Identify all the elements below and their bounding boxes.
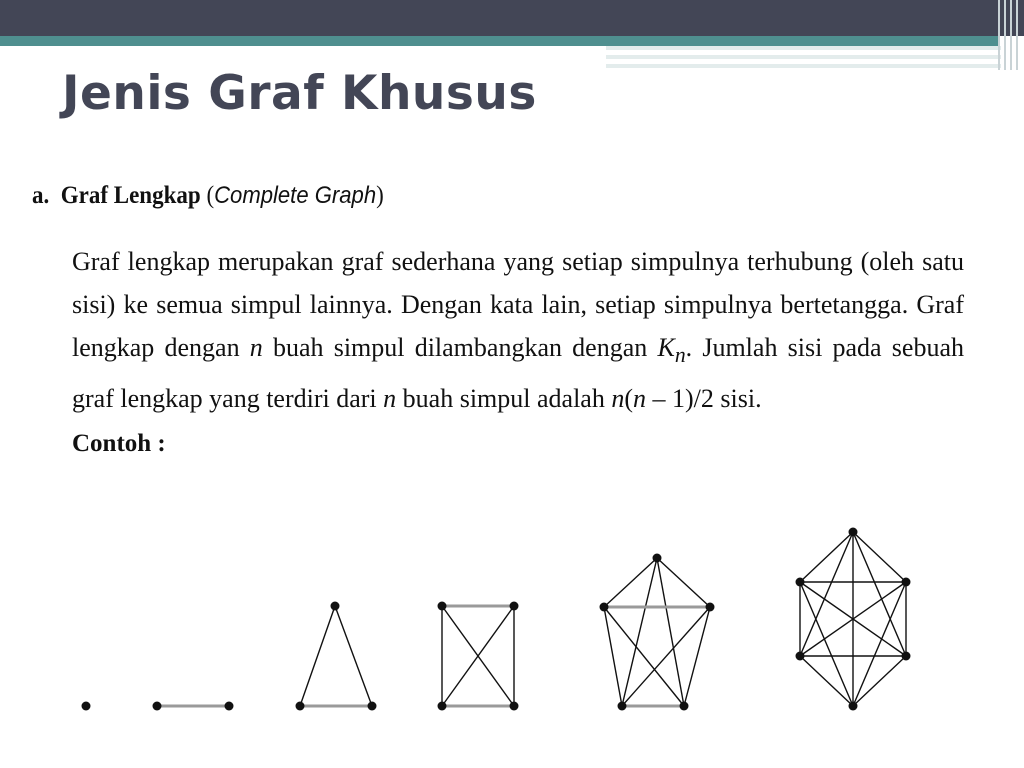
graph-vertex <box>438 702 447 711</box>
graph-vertex <box>331 602 340 611</box>
graph-vertex <box>653 554 662 563</box>
graph-edge <box>657 558 684 706</box>
math-n-subscript: n <box>674 343 686 368</box>
graph-vertex <box>796 652 805 661</box>
graph-edge <box>604 558 657 607</box>
graph-k1 <box>82 702 91 711</box>
section-heading-text: Graf Lengkap <box>60 182 201 209</box>
paragraph-text: buah simpul dilambangkan dengan <box>262 333 658 362</box>
math-n: n <box>249 333 263 362</box>
graph-vertex <box>849 702 858 711</box>
graph-vertex <box>225 702 234 711</box>
graph-edge <box>300 606 335 706</box>
math-n: n <box>611 384 625 414</box>
paragraph-text: . Jumlah sisi pada sebuah graf lengkap yang terdiri dari <box>72 333 964 414</box>
graph-edge <box>853 532 906 582</box>
graph-vertex <box>618 702 627 711</box>
graph-vertex <box>600 603 609 612</box>
paragraph-text: Graf lengkap merupakan graf sederhana yang setiap simpulnya terhubung (oleh satu sisi) ke semua simpul lainnya. Dengan kata lain, setiap simpulnya bertetangga. Graf lengkap dengan <box>72 247 964 362</box>
graph-edge <box>604 607 684 706</box>
paragraph-text: ( <box>624 384 634 414</box>
graph-vertex <box>368 702 377 711</box>
math-n: n <box>383 384 397 414</box>
graph-k3 <box>296 602 377 711</box>
graph-vertex <box>849 528 858 537</box>
graph-vertex <box>438 602 447 611</box>
graph-edge <box>800 656 853 706</box>
graph-vertex <box>510 702 519 711</box>
graph-vertex <box>296 702 305 711</box>
graph-k6 <box>796 528 911 711</box>
section-heading-english: Complete Graph <box>214 182 377 209</box>
math-n: n <box>633 384 647 414</box>
graph-vertex <box>902 578 911 587</box>
paragraph-text: – 1)/2 sisi. <box>646 384 762 414</box>
graph-k5 <box>600 554 715 711</box>
graph-vertex <box>680 702 689 711</box>
section-marker: a. <box>32 182 50 209</box>
paragraph-text: buah simpul adalah <box>396 384 612 414</box>
graph-vertex <box>796 578 805 587</box>
heading-paren-close: ) <box>376 182 384 209</box>
graph-k4 <box>438 602 519 711</box>
graph-vertex <box>82 702 91 711</box>
slide-title: Jenis Graf Khusus <box>62 66 537 121</box>
graph-vertex <box>902 652 911 661</box>
heading-paren-open: ( <box>200 182 215 209</box>
graph-vertex <box>510 602 519 611</box>
graph-vertex <box>706 603 715 612</box>
graph-k2 <box>153 702 234 711</box>
math-K: K <box>657 333 675 362</box>
graph-edge <box>604 607 622 706</box>
graph-vertex <box>153 702 162 711</box>
graph-edge <box>853 656 906 706</box>
graph-edge <box>800 532 853 582</box>
graph-edge <box>622 558 657 706</box>
graph-edge <box>335 606 372 706</box>
example-label: Contoh : <box>72 430 166 457</box>
